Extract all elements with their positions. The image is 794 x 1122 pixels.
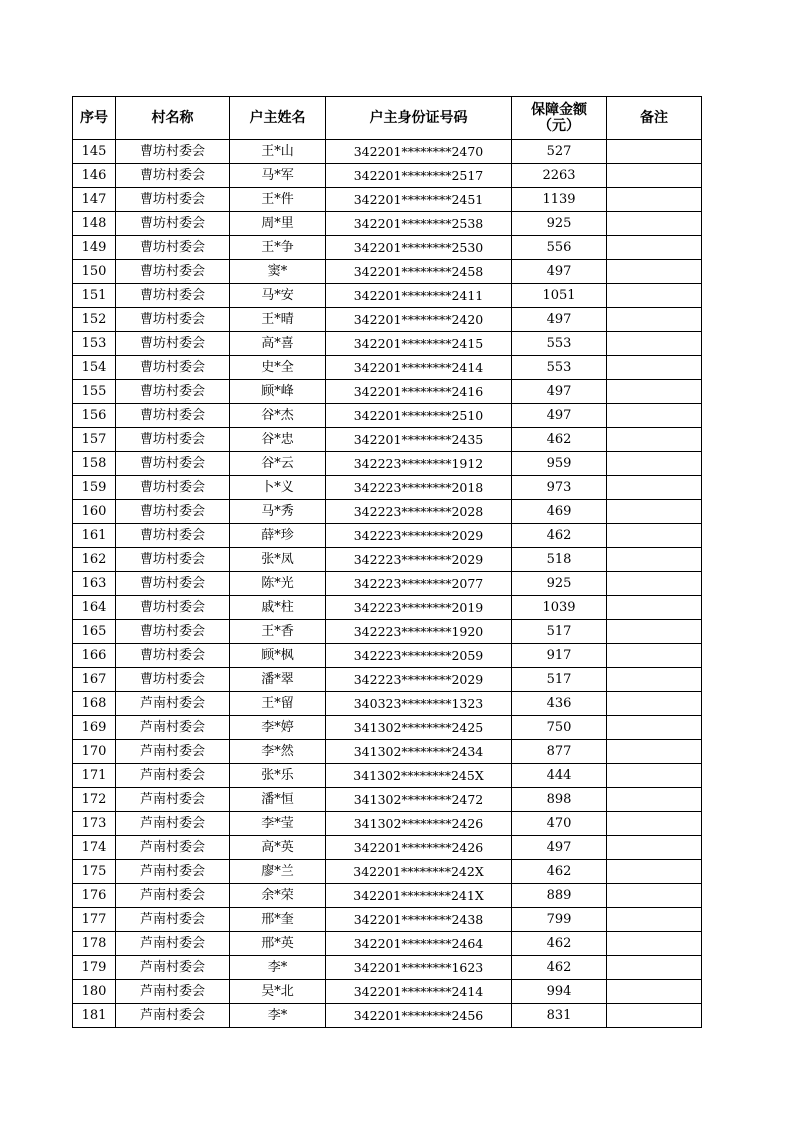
guarantee-amount-cell: 462 bbox=[512, 524, 607, 548]
table-row bbox=[73, 716, 702, 740]
id-number-cell: 342223********2029 bbox=[326, 668, 512, 692]
remark-cell bbox=[607, 380, 702, 404]
village-name-cell: 芦南村委会 bbox=[116, 740, 230, 764]
header-row bbox=[73, 97, 702, 140]
row-index-cell: 174 bbox=[73, 836, 116, 860]
householder-name-cell: 潘*翠 bbox=[230, 668, 326, 692]
village-name-cell: 曹坊村委会 bbox=[116, 524, 230, 548]
id-number-cell: 341302********2426 bbox=[326, 812, 512, 836]
householder-name-cell: 潘*恒 bbox=[230, 788, 326, 812]
remark-cell bbox=[607, 908, 702, 932]
remark-cell bbox=[607, 164, 702, 188]
table-row bbox=[73, 932, 702, 956]
row-index-cell: 170 bbox=[73, 740, 116, 764]
householder-name-cell: 王*晴 bbox=[230, 308, 326, 332]
village-name-cell: 曹坊村委会 bbox=[116, 260, 230, 284]
householder-name-cell: 王*件 bbox=[230, 188, 326, 212]
id-number-cell: 340323********1323 bbox=[326, 692, 512, 716]
header-village: 村名称 bbox=[116, 97, 230, 140]
householder-name-cell: 王*争 bbox=[230, 236, 326, 260]
id-number-cell: 342201********2464 bbox=[326, 932, 512, 956]
table-row bbox=[73, 164, 702, 188]
guarantee-amount-cell: 462 bbox=[512, 932, 607, 956]
header-id-number: 户主身份证号码 bbox=[326, 97, 512, 140]
remark-cell bbox=[607, 668, 702, 692]
remark-cell bbox=[607, 932, 702, 956]
village-name-cell: 曹坊村委会 bbox=[116, 356, 230, 380]
guarantee-amount-cell: 1039 bbox=[512, 596, 607, 620]
remark-cell bbox=[607, 860, 702, 884]
household-guarantee-table bbox=[72, 96, 702, 1028]
table-row bbox=[73, 572, 702, 596]
remark-cell bbox=[607, 548, 702, 572]
id-number-cell: 341302********2425 bbox=[326, 716, 512, 740]
guarantee-amount-cell: 553 bbox=[512, 356, 607, 380]
village-name-cell: 曹坊村委会 bbox=[116, 188, 230, 212]
table-row bbox=[73, 836, 702, 860]
row-index-cell: 146 bbox=[73, 164, 116, 188]
id-number-cell: 342201********2458 bbox=[326, 260, 512, 284]
guarantee-amount-cell: 2263 bbox=[512, 164, 607, 188]
householder-name-cell: 王*香 bbox=[230, 620, 326, 644]
guarantee-amount-cell: 462 bbox=[512, 956, 607, 980]
row-index-cell: 153 bbox=[73, 332, 116, 356]
guarantee-amount-cell: 556 bbox=[512, 236, 607, 260]
householder-name-cell: 张*凤 bbox=[230, 548, 326, 572]
table-row bbox=[73, 428, 702, 452]
row-index-cell: 177 bbox=[73, 908, 116, 932]
row-index-cell: 172 bbox=[73, 788, 116, 812]
village-name-cell: 曹坊村委会 bbox=[116, 476, 230, 500]
row-index-cell: 147 bbox=[73, 188, 116, 212]
row-index-cell: 155 bbox=[73, 380, 116, 404]
remark-cell bbox=[607, 596, 702, 620]
id-number-cell: 342201********2470 bbox=[326, 140, 512, 164]
table-row bbox=[73, 476, 702, 500]
table-row bbox=[73, 668, 702, 692]
remark-cell bbox=[607, 572, 702, 596]
householder-name-cell: 戚*柱 bbox=[230, 596, 326, 620]
village-name-cell: 曹坊村委会 bbox=[116, 548, 230, 572]
householder-name-cell: 吴*北 bbox=[230, 980, 326, 1004]
householder-name-cell: 谷*云 bbox=[230, 452, 326, 476]
guarantee-amount-cell: 994 bbox=[512, 980, 607, 1004]
remark-cell bbox=[607, 740, 702, 764]
id-number-cell: 342201********1623 bbox=[326, 956, 512, 980]
village-name-cell: 曹坊村委会 bbox=[116, 596, 230, 620]
id-number-cell: 342201********2415 bbox=[326, 332, 512, 356]
table-row bbox=[73, 692, 702, 716]
row-index-cell: 152 bbox=[73, 308, 116, 332]
table-row bbox=[73, 812, 702, 836]
row-index-cell: 173 bbox=[73, 812, 116, 836]
header-amount bbox=[512, 97, 607, 140]
remark-cell bbox=[607, 476, 702, 500]
id-number-cell: 342201********2451 bbox=[326, 188, 512, 212]
remark-cell bbox=[607, 332, 702, 356]
guarantee-amount-cell: 877 bbox=[512, 740, 607, 764]
village-name-cell: 芦南村委会 bbox=[116, 932, 230, 956]
id-number-cell: 342223********2059 bbox=[326, 644, 512, 668]
row-index-cell: 178 bbox=[73, 932, 116, 956]
table-row bbox=[73, 404, 702, 428]
row-index-cell: 168 bbox=[73, 692, 116, 716]
village-name-cell: 曹坊村委会 bbox=[116, 668, 230, 692]
village-name-cell: 芦南村委会 bbox=[116, 956, 230, 980]
row-index-cell: 163 bbox=[73, 572, 116, 596]
guarantee-amount-cell: 518 bbox=[512, 548, 607, 572]
id-number-cell: 342201********2420 bbox=[326, 308, 512, 332]
row-index-cell: 148 bbox=[73, 212, 116, 236]
householder-name-cell: 马*秀 bbox=[230, 500, 326, 524]
id-number-cell: 342201********2510 bbox=[326, 404, 512, 428]
id-number-cell: 342223********1920 bbox=[326, 620, 512, 644]
table-row bbox=[73, 884, 702, 908]
guarantee-amount-cell: 898 bbox=[512, 788, 607, 812]
householder-name-cell: 王*留 bbox=[230, 692, 326, 716]
table-row bbox=[73, 260, 702, 284]
householder-name-cell: 窦* bbox=[230, 260, 326, 284]
header-remarks: 备注 bbox=[607, 97, 702, 140]
guarantee-amount-cell: 497 bbox=[512, 380, 607, 404]
guarantee-amount-cell: 470 bbox=[512, 812, 607, 836]
row-index-cell: 145 bbox=[73, 140, 116, 164]
row-index-cell: 165 bbox=[73, 620, 116, 644]
remark-cell bbox=[607, 884, 702, 908]
guarantee-amount-cell: 497 bbox=[512, 260, 607, 284]
table-row bbox=[73, 548, 702, 572]
village-name-cell: 曹坊村委会 bbox=[116, 284, 230, 308]
id-number-cell: 342223********2029 bbox=[326, 548, 512, 572]
householder-name-cell: 邢*奎 bbox=[230, 908, 326, 932]
village-name-cell: 芦南村委会 bbox=[116, 860, 230, 884]
village-name-cell: 曹坊村委会 bbox=[116, 380, 230, 404]
village-name-cell: 芦南村委会 bbox=[116, 836, 230, 860]
remark-cell bbox=[607, 452, 702, 476]
table-row bbox=[73, 308, 702, 332]
row-index-cell: 154 bbox=[73, 356, 116, 380]
guarantee-amount-cell: 469 bbox=[512, 500, 607, 524]
table-row bbox=[73, 620, 702, 644]
id-number-cell: 342201********2456 bbox=[326, 1004, 512, 1028]
householder-name-cell: 李* bbox=[230, 956, 326, 980]
row-index-cell: 176 bbox=[73, 884, 116, 908]
householder-name-cell: 史*全 bbox=[230, 356, 326, 380]
header-index: 序号 bbox=[73, 97, 116, 140]
id-number-cell: 342201********2438 bbox=[326, 908, 512, 932]
row-index-cell: 151 bbox=[73, 284, 116, 308]
table-row bbox=[73, 524, 702, 548]
village-name-cell: 曹坊村委会 bbox=[116, 428, 230, 452]
table-body bbox=[73, 140, 702, 1028]
row-index-cell: 166 bbox=[73, 644, 116, 668]
village-name-cell: 曹坊村委会 bbox=[116, 308, 230, 332]
guarantee-amount-cell: 462 bbox=[512, 860, 607, 884]
id-number-cell: 342223********2019 bbox=[326, 596, 512, 620]
guarantee-amount-cell: 917 bbox=[512, 644, 607, 668]
table-row bbox=[73, 188, 702, 212]
householder-name-cell: 顾*枫 bbox=[230, 644, 326, 668]
table-row bbox=[73, 332, 702, 356]
guarantee-amount-cell: 436 bbox=[512, 692, 607, 716]
guarantee-amount-cell: 959 bbox=[512, 452, 607, 476]
guarantee-amount-cell: 497 bbox=[512, 308, 607, 332]
header-amount-line1: 保障金额 bbox=[531, 102, 587, 118]
remark-cell bbox=[607, 284, 702, 308]
remark-cell bbox=[607, 788, 702, 812]
table-row bbox=[73, 956, 702, 980]
remark-cell bbox=[607, 1004, 702, 1028]
village-name-cell: 曹坊村委会 bbox=[116, 572, 230, 596]
id-number-cell: 342223********1912 bbox=[326, 452, 512, 476]
id-number-cell: 342201********2538 bbox=[326, 212, 512, 236]
householder-name-cell: 陈*光 bbox=[230, 572, 326, 596]
table-row bbox=[73, 452, 702, 476]
remark-cell bbox=[607, 428, 702, 452]
id-number-cell: 342201********242X bbox=[326, 860, 512, 884]
header-householder: 户主姓名 bbox=[230, 97, 326, 140]
remark-cell bbox=[607, 236, 702, 260]
id-number-cell: 342201********2517 bbox=[326, 164, 512, 188]
row-index-cell: 164 bbox=[73, 596, 116, 620]
guarantee-amount-cell: 1051 bbox=[512, 284, 607, 308]
remark-cell bbox=[607, 308, 702, 332]
guarantee-amount-cell: 925 bbox=[512, 212, 607, 236]
guarantee-amount-cell: 497 bbox=[512, 404, 607, 428]
row-index-cell: 181 bbox=[73, 1004, 116, 1028]
remark-cell bbox=[607, 956, 702, 980]
remark-cell bbox=[607, 812, 702, 836]
table-row bbox=[73, 860, 702, 884]
village-name-cell: 曹坊村委会 bbox=[116, 236, 230, 260]
householder-name-cell: 顾*峰 bbox=[230, 380, 326, 404]
village-name-cell: 曹坊村委会 bbox=[116, 500, 230, 524]
guarantee-amount-cell: 517 bbox=[512, 668, 607, 692]
header-amount-line2: （元） bbox=[538, 118, 580, 134]
table-row bbox=[73, 356, 702, 380]
guarantee-amount-cell: 925 bbox=[512, 572, 607, 596]
table-row bbox=[73, 284, 702, 308]
village-name-cell: 芦南村委会 bbox=[116, 980, 230, 1004]
householder-name-cell: 余*荣 bbox=[230, 884, 326, 908]
table-row bbox=[73, 740, 702, 764]
village-name-cell: 芦南村委会 bbox=[116, 692, 230, 716]
row-index-cell: 156 bbox=[73, 404, 116, 428]
householder-name-cell: 李*莹 bbox=[230, 812, 326, 836]
remark-cell bbox=[607, 980, 702, 1004]
guarantee-amount-cell: 831 bbox=[512, 1004, 607, 1028]
householder-name-cell: 薛*珍 bbox=[230, 524, 326, 548]
table-row bbox=[73, 764, 702, 788]
table-row bbox=[73, 908, 702, 932]
householder-name-cell: 邢*英 bbox=[230, 932, 326, 956]
row-index-cell: 150 bbox=[73, 260, 116, 284]
village-name-cell: 曹坊村委会 bbox=[116, 404, 230, 428]
guarantee-amount-cell: 889 bbox=[512, 884, 607, 908]
remark-cell bbox=[607, 644, 702, 668]
village-name-cell: 曹坊村委会 bbox=[116, 332, 230, 356]
id-number-cell: 342201********2414 bbox=[326, 980, 512, 1004]
row-index-cell: 149 bbox=[73, 236, 116, 260]
table-row bbox=[73, 788, 702, 812]
row-index-cell: 162 bbox=[73, 548, 116, 572]
guarantee-amount-cell: 799 bbox=[512, 908, 607, 932]
householder-name-cell: 谷*忠 bbox=[230, 428, 326, 452]
id-number-cell: 342223********2077 bbox=[326, 572, 512, 596]
remark-cell bbox=[607, 716, 702, 740]
id-number-cell: 342201********2416 bbox=[326, 380, 512, 404]
householder-name-cell: 李*然 bbox=[230, 740, 326, 764]
id-number-cell: 342223********2028 bbox=[326, 500, 512, 524]
householder-name-cell: 高*英 bbox=[230, 836, 326, 860]
remark-cell bbox=[607, 524, 702, 548]
row-index-cell: 180 bbox=[73, 980, 116, 1004]
table-row bbox=[73, 212, 702, 236]
village-name-cell: 芦南村委会 bbox=[116, 812, 230, 836]
remark-cell bbox=[607, 140, 702, 164]
row-index-cell: 179 bbox=[73, 956, 116, 980]
id-number-cell: 342201********2435 bbox=[326, 428, 512, 452]
householder-name-cell: 高*喜 bbox=[230, 332, 326, 356]
table-row bbox=[73, 596, 702, 620]
id-number-cell: 342223********2029 bbox=[326, 524, 512, 548]
guarantee-amount-cell: 517 bbox=[512, 620, 607, 644]
householder-name-cell: 马*军 bbox=[230, 164, 326, 188]
row-index-cell: 161 bbox=[73, 524, 116, 548]
village-name-cell: 芦南村委会 bbox=[116, 908, 230, 932]
householder-name-cell: 李* bbox=[230, 1004, 326, 1028]
remark-cell bbox=[607, 404, 702, 428]
row-index-cell: 169 bbox=[73, 716, 116, 740]
guarantee-amount-cell: 444 bbox=[512, 764, 607, 788]
id-number-cell: 342201********2426 bbox=[326, 836, 512, 860]
id-number-cell: 341302********245X bbox=[326, 764, 512, 788]
guarantee-amount-cell: 750 bbox=[512, 716, 607, 740]
householder-name-cell: 谷*杰 bbox=[230, 404, 326, 428]
village-name-cell: 曹坊村委会 bbox=[116, 644, 230, 668]
remark-cell bbox=[607, 620, 702, 644]
guarantee-amount-cell: 497 bbox=[512, 836, 607, 860]
householder-name-cell: 张*乐 bbox=[230, 764, 326, 788]
remark-cell bbox=[607, 260, 702, 284]
row-index-cell: 160 bbox=[73, 500, 116, 524]
village-name-cell: 芦南村委会 bbox=[116, 884, 230, 908]
village-name-cell: 芦南村委会 bbox=[116, 1004, 230, 1028]
householder-name-cell: 李*婷 bbox=[230, 716, 326, 740]
remark-cell bbox=[607, 692, 702, 716]
householder-name-cell: 廖*兰 bbox=[230, 860, 326, 884]
guarantee-amount-cell: 527 bbox=[512, 140, 607, 164]
householder-name-cell: 马*安 bbox=[230, 284, 326, 308]
guarantee-amount-cell: 553 bbox=[512, 332, 607, 356]
village-name-cell: 曹坊村委会 bbox=[116, 164, 230, 188]
householder-name-cell: 王*山 bbox=[230, 140, 326, 164]
guarantee-amount-cell: 973 bbox=[512, 476, 607, 500]
remark-cell bbox=[607, 764, 702, 788]
id-number-cell: 341302********2472 bbox=[326, 788, 512, 812]
remark-cell bbox=[607, 356, 702, 380]
table-row bbox=[73, 1004, 702, 1028]
village-name-cell: 芦南村委会 bbox=[116, 788, 230, 812]
row-index-cell: 159 bbox=[73, 476, 116, 500]
row-index-cell: 157 bbox=[73, 428, 116, 452]
householder-name-cell: 卜*义 bbox=[230, 476, 326, 500]
row-index-cell: 167 bbox=[73, 668, 116, 692]
table-row bbox=[73, 500, 702, 524]
id-number-cell: 341302********2434 bbox=[326, 740, 512, 764]
remark-cell bbox=[607, 500, 702, 524]
id-number-cell: 342201********2414 bbox=[326, 356, 512, 380]
village-name-cell: 曹坊村委会 bbox=[116, 140, 230, 164]
village-name-cell: 曹坊村委会 bbox=[116, 452, 230, 476]
id-number-cell: 342201********241X bbox=[326, 884, 512, 908]
table-row bbox=[73, 980, 702, 1004]
id-number-cell: 342201********2530 bbox=[326, 236, 512, 260]
village-name-cell: 曹坊村委会 bbox=[116, 620, 230, 644]
table-row bbox=[73, 140, 702, 164]
id-number-cell: 342201********2411 bbox=[326, 284, 512, 308]
village-name-cell: 芦南村委会 bbox=[116, 716, 230, 740]
remark-cell bbox=[607, 188, 702, 212]
guarantee-amount-cell: 1139 bbox=[512, 188, 607, 212]
village-name-cell: 芦南村委会 bbox=[116, 764, 230, 788]
table-row bbox=[73, 380, 702, 404]
table-row bbox=[73, 644, 702, 668]
row-index-cell: 171 bbox=[73, 764, 116, 788]
id-number-cell: 342223********2018 bbox=[326, 476, 512, 500]
householder-name-cell: 周*里 bbox=[230, 212, 326, 236]
row-index-cell: 175 bbox=[73, 860, 116, 884]
village-name-cell: 曹坊村委会 bbox=[116, 212, 230, 236]
table-header bbox=[73, 97, 702, 140]
remark-cell bbox=[607, 212, 702, 236]
table-row bbox=[73, 236, 702, 260]
remark-cell bbox=[607, 836, 702, 860]
guarantee-amount-cell: 462 bbox=[512, 428, 607, 452]
row-index-cell: 158 bbox=[73, 452, 116, 476]
